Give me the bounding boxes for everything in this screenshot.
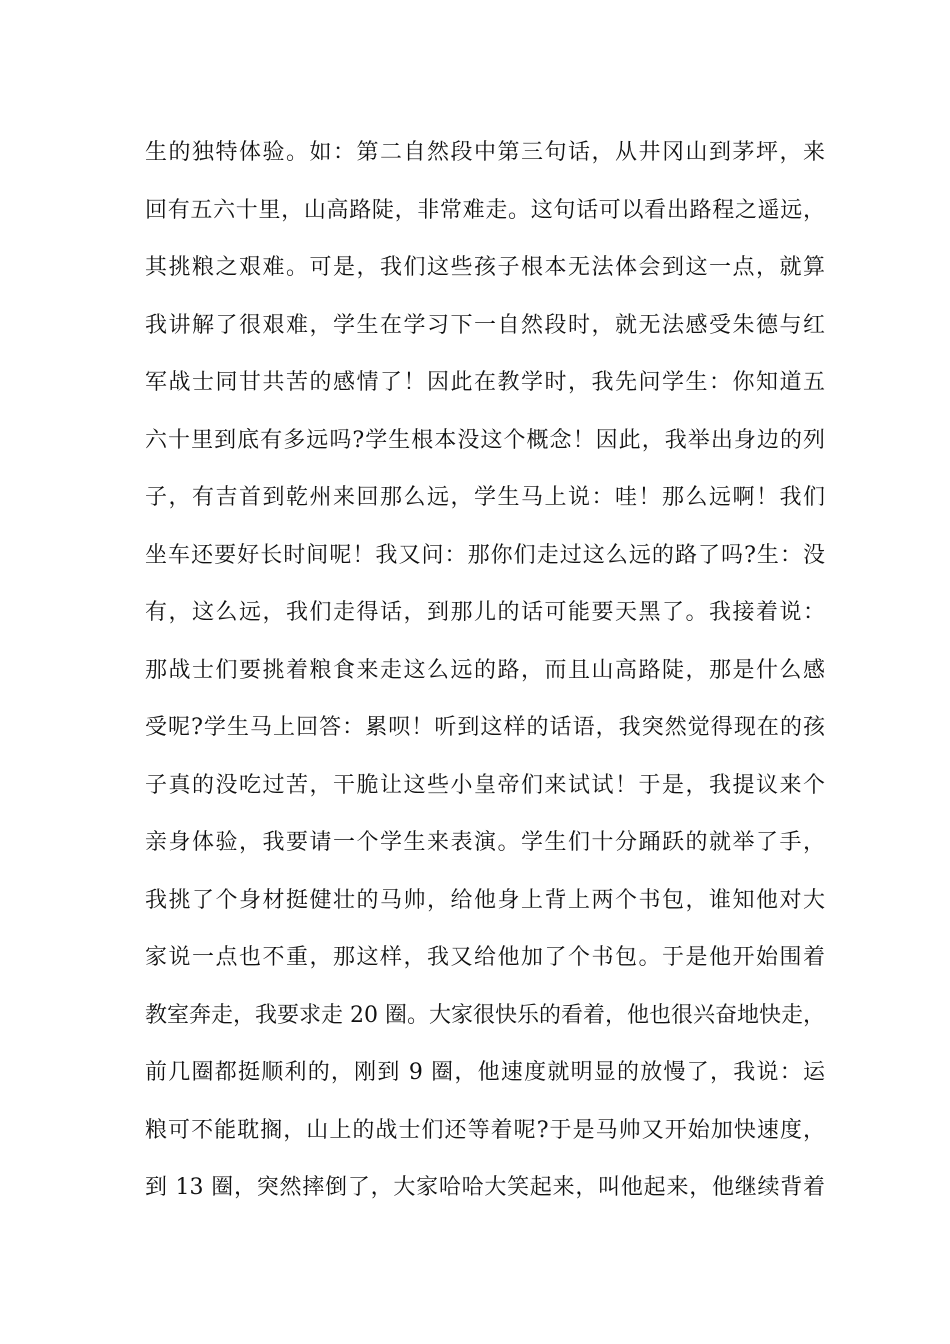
text-line: 军战士同甘共苦的感情了！因此在教学时，我先问学生：你知道五 <box>145 370 825 395</box>
text-line: 子真的没吃过苦，干脆让这些小皇帝们来试试！于是，我提议来个 <box>145 772 825 798</box>
text-line: 回有五六十里，山高路陡，非常难走。这句话可以看出路程之遥远， <box>145 197 825 223</box>
text-line: 亲身体验，我要请一个学生来表演。学生们十分踊跃的就举了手， <box>145 830 825 855</box>
text-line: 受呢?学生马上回答：累呗！听到这样的话语，我突然觉得现在的孩 <box>145 715 825 740</box>
text-line: 其挑粮之艰难。可是，我们这些孩子根本无法体会到这一点，就算 <box>145 255 825 280</box>
text-line: 我讲解了很艰难，学生在学习下一自然段时，就无法感受朱德与红 <box>145 312 825 338</box>
text-line: 六十里到底有多远吗?学生根本没这个概念！因此，我举出身边的列 <box>145 427 825 453</box>
text-line: 到 13 圈，突然摔倒了，大家哈哈大笑起来，叫他起来，他继续背着 <box>145 1175 825 1200</box>
text-line: 有，这么远，我们走得话，到那儿的话可能要天黑了。我接着说： <box>145 600 825 625</box>
text-line: 前几圈都挺顺利的，刚到 9 圈，他速度就明显的放慢了，我说：运 <box>145 1060 825 1085</box>
body-text <box>145 130 825 1223</box>
text-line: 生的独特体验。如：第二自然段中第三句话，从井冈山到茅坪，来 <box>145 140 825 165</box>
text-line: 那战士们要挑着粮食来走这么远的路，而且山高路陡，那是什么感 <box>145 657 825 683</box>
text-line: 子，有吉首到乾州来回那么远，学生马上说：哇！那么远啊！我们 <box>145 485 825 510</box>
text-line: 坐车还要好长时间呢！我又问：那你们走过这么远的路了吗?生：没 <box>145 542 825 568</box>
text-line: 教室奔走，我要求走 20 圈。大家很快乐的看着，他也很兴奋地快走， <box>145 1002 825 1028</box>
text-line: 家说一点也不重，那这样，我又给他加了个书包。于是他开始围着 <box>145 945 825 970</box>
text-line: 粮可不能耽搁，山上的战士们还等着呢?于是马帅又开始加快速度， <box>145 1117 825 1143</box>
text-line: 我挑了个身材挺健壮的马帅，给他身上背上两个书包，谁知他对大 <box>145 887 825 913</box>
